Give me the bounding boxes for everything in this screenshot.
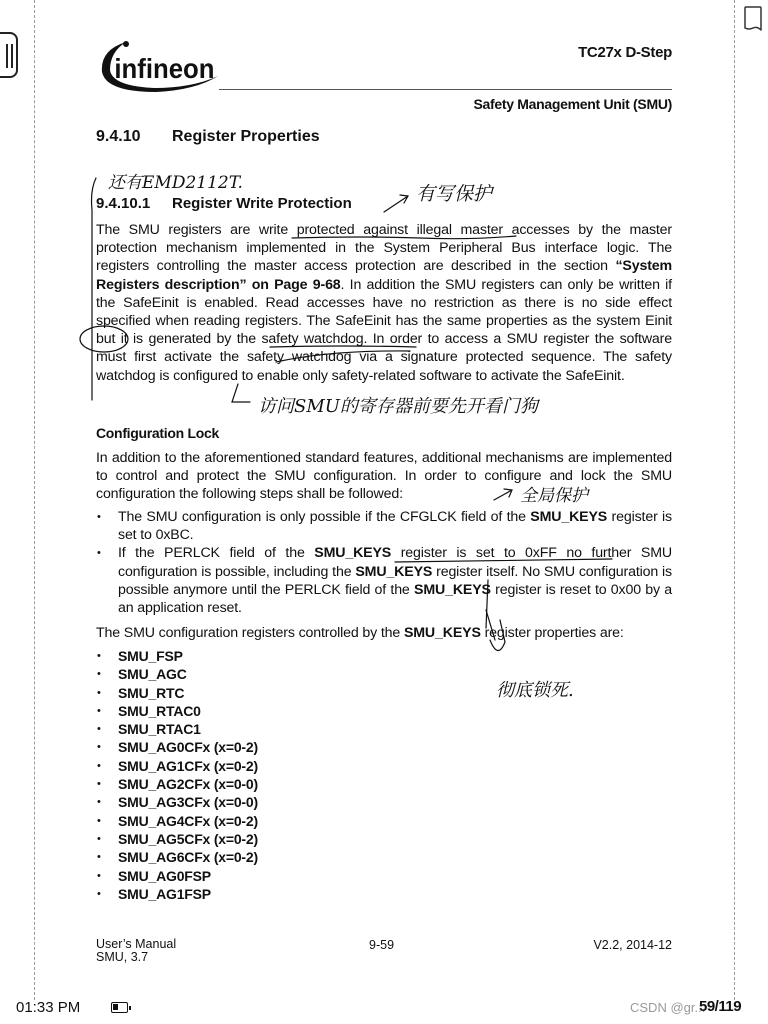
config-lock-heading: Configuration Lock: [96, 425, 219, 441]
list-item: • SMU_RTC: [96, 684, 258, 702]
svg-text:infineon: infineon: [114, 53, 215, 85]
register-list: [96, 647, 258, 903]
svg-text:全局保护: 全局保护: [520, 486, 588, 506]
page-margin-right: [734, 0, 735, 1000]
svg-text:访问SMU的寄存器前要先开看门狗: 访问SMU的寄存器前要先开看门狗: [258, 396, 538, 417]
page-margin-left: [34, 0, 35, 1000]
list-item: • SMU_AG2CFx (x=0-0): [96, 775, 258, 793]
list-item: • SMU_AG1CFx (x=0-2): [96, 757, 258, 775]
battery-low-icon: [111, 1002, 128, 1013]
product-title: TC27x D-Step: [578, 44, 672, 61]
list-item: • If the PERLCK field of the SMU_KEYS register is set to 0xFF no further SMU configuration is possible, including the SMU_KEYS register itself. No SMU configuration is possible anymore until the PERLCK field of the SMU_KEYS register is reset to 0x00 by a an application reset.: [96, 544, 672, 617]
cross-reference-link[interactable]: “System Registers description” on Page 9-68: [96, 258, 672, 293]
svg-text:有写保护: 有写保护: [416, 183, 493, 205]
sidebar-toggle-icon[interactable]: [0, 32, 18, 78]
list-item: • SMU_AG5CFx (x=0-2): [96, 830, 258, 848]
subsection-heading: 9.4.10.1 Register Write Protection: [96, 195, 352, 212]
list-item: • SMU_RTAC0: [96, 702, 258, 720]
footer-doc-info: User’s Manual SMU, 3.7: [96, 937, 177, 964]
config-lock-steps: [96, 508, 672, 617]
write-protection-paragraph: The SMU registers are write protected against illegal master accesses by the master protection mechanism implemented in the System Peripheral Bus interface logic. The registers controlling the master access protection are described in the section “System Registers description” on Page 9-68. In addition the SMU registers can only be written if the SafeEinit is enabled. Read accesses have no restriction as there is no side effect specified when reading registers. The SafeEinit has the same properties as the system Einit but it is generated by the safety watchdog. In order to access a SMU register the software must first activate the safety watchdog via a signature protected sequence. The safety watchdog is configured to enable only safety-related software to activate the SafeEinit.: [96, 222, 672, 384]
list-item: • SMU_AG4CFx (x=0-2): [96, 812, 258, 830]
header-rule: [219, 89, 672, 90]
list-item: • SMU_AG0CFx (x=0-2): [96, 738, 258, 756]
config-lock-intro: In addition to the aforementioned standard features, additional mechanisms are implemented to control and protect the SMU configuration. In order to configure and lock the SMU configuration the following steps shall be followed:: [96, 450, 672, 503]
list-item: • SMU_AGC: [96, 665, 258, 683]
footer-page-number: 9-59: [369, 938, 395, 952]
section-title: Safety Management Unit (SMU): [473, 96, 672, 112]
bookmark-icon[interactable]: [743, 6, 763, 32]
svg-text:还有EMD2112T.: 还有EMD2112T.: [108, 173, 243, 193]
infineon-logo: [96, 36, 220, 96]
registers-intro: The SMU configuration registers controlled by the SMU_KEYS register properties are:: [96, 625, 624, 641]
svg-text:彻底锁死.: 彻底锁死.: [496, 680, 574, 701]
list-item: • SMU_FSP: [96, 647, 258, 665]
footer-version: V2.2, 2014-12: [593, 938, 672, 952]
list-item: • SMU_AG1FSP: [96, 885, 258, 903]
list-item: • SMU_AG3CFx (x=0-0): [96, 793, 258, 811]
list-item: • SMU_RTAC1: [96, 720, 258, 738]
list-item: • SMU_AG6CFx (x=0-2): [96, 848, 258, 866]
list-item: • The SMU configuration is only possible if the CFGLCK field of the SMU_KEYS register is set to 0xBC.: [96, 508, 672, 544]
section-heading: 9.4.10 Register Properties: [96, 128, 320, 145]
page-counter[interactable]: 59/119: [699, 998, 742, 1015]
clock: 01:33 PM: [16, 999, 81, 1016]
list-item: • SMU_AG0FSP: [96, 867, 258, 885]
watermark: CSDN @gr...: [630, 1000, 706, 1015]
